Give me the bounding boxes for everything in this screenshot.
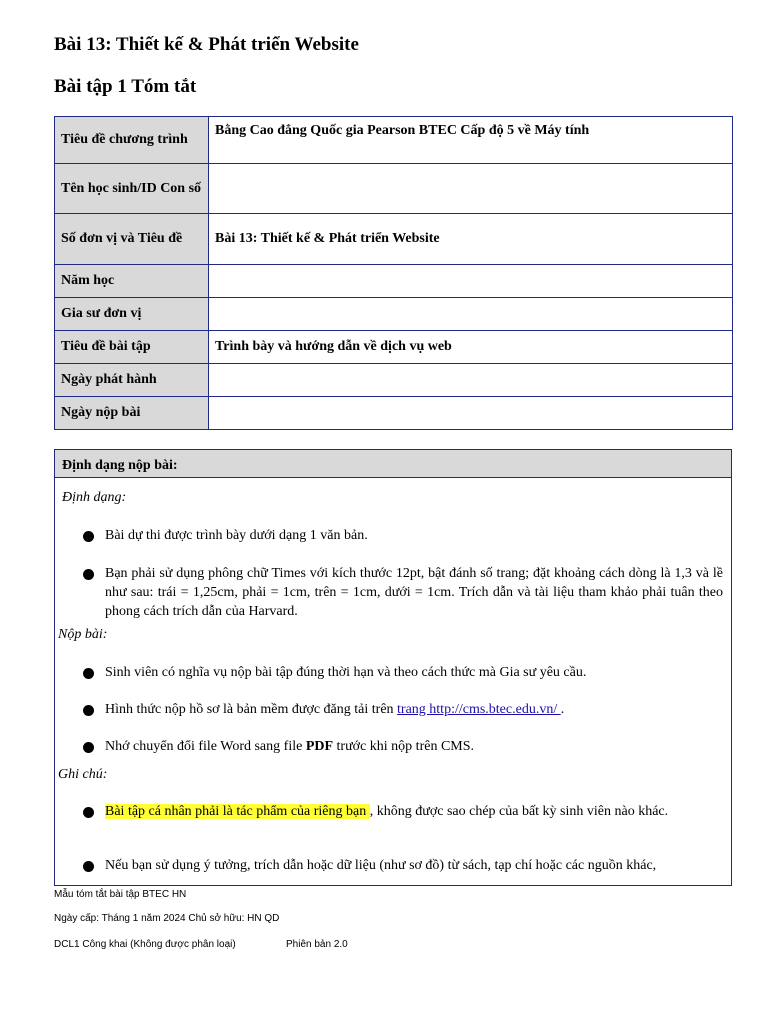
- footer-classification-text: DCL1 Công khai (Không được phân loại): [54, 939, 236, 950]
- document-subtitle: Bài tập 1 Tóm tắt: [54, 76, 197, 97]
- document-title: Bài 13: Thiết kế & Phát triển Website: [54, 34, 359, 55]
- table-row: [55, 265, 733, 298]
- footer-version: Phiên bản 2.0: [286, 939, 348, 950]
- list-item-text: Sinh viên có nghĩa vụ nộp bài tập đúng thời hạn và theo cách thức mà Gia sư yêu cầu.: [105, 665, 587, 680]
- row-value: [209, 364, 733, 397]
- table-row: [55, 214, 733, 265]
- row-label: Ngày nộp bài: [55, 397, 209, 430]
- row-value: [209, 164, 733, 214]
- notes-label: Ghi chú:: [58, 767, 108, 782]
- row-label: Tên học sinh/ID Con số: [55, 164, 209, 214]
- bullet-icon: [83, 705, 94, 716]
- row-label: Tiêu đề chương trình: [55, 117, 209, 164]
- row-label: Ngày phát hành: [55, 364, 209, 397]
- row-value: Bài 13: Thiết kế & Phát triển Website: [209, 214, 733, 265]
- table-row: [55, 298, 733, 331]
- table-row: [55, 331, 733, 364]
- bullet-icon: [83, 569, 94, 580]
- list-item-text: Bạn phải sử dụng phông chữ Times với kích thước 12pt, bật đánh số trang; đặt khoảng cách dòng là 1,3 và lề như sau: trái = 1,25cm, phải = 1cm, trên = 1cm, dưới = 1cm. Trích dẫn và tài liệu tham khảo phải tuân theo phong cách trích dẫn của Harvard.: [105, 566, 723, 619]
- list-item-text: [105, 700, 723, 719]
- list-item: [83, 663, 723, 682]
- row-label: Tiêu đề bài tập: [55, 331, 209, 364]
- bullet-icon: [83, 807, 94, 818]
- row-value: [209, 397, 733, 430]
- footer-template-name: Mẫu tóm tắt bài tập BTEC HN: [54, 889, 187, 900]
- footer-classification: [54, 939, 454, 950]
- submission-format-box: [54, 449, 732, 886]
- row-label: Số đơn vị và Tiêu đề: [55, 214, 209, 265]
- table-row: [55, 164, 733, 214]
- table-row: [55, 364, 733, 397]
- info-table: [54, 116, 733, 430]
- row-label: Gia sư đơn vị: [55, 298, 209, 331]
- list-item-text: [105, 802, 723, 821]
- highlighted-note: Bài tập cá nhân phải là tác phẩm của riêng bạn: [105, 804, 370, 819]
- list-item: [83, 564, 723, 621]
- bullet-icon: [83, 742, 94, 753]
- format-label: Định dạng:: [62, 490, 127, 505]
- list-item: [83, 856, 723, 875]
- row-label: Năm học: [55, 265, 209, 298]
- list-item: [83, 737, 723, 756]
- bullet-icon: [83, 861, 94, 872]
- row-value: [209, 265, 733, 298]
- cms-link[interactable]: trang http://cms.btec.edu.vn/: [397, 702, 561, 717]
- table-row: [55, 397, 733, 430]
- pdf-emphasis: PDF: [305, 739, 334, 754]
- row-value: [209, 298, 733, 331]
- list-item: [83, 700, 723, 719]
- list-item-text-suffix: trước khi nộp trên CMS.: [333, 739, 475, 754]
- bullet-icon: [83, 668, 94, 679]
- footer-issue-date: Ngày cấp: Tháng 1 năm 2024 Chủ sở hữu: HN QD: [54, 913, 280, 924]
- list-item-text-suffix: .: [560, 702, 565, 717]
- list-item-text: Nếu bạn sử dụng ý tưởng, trích dẫn hoặc dữ liệu (như sơ đồ) từ sách, tạp chí hoặc các nguồn khác,: [105, 858, 657, 873]
- submission-format-heading: Định dạng nộp bài:: [55, 450, 731, 478]
- submit-label: Nộp bài:: [58, 627, 108, 642]
- list-item-text-rest: , không được sao chép của bất kỳ sinh viên nào khác.: [369, 804, 669, 819]
- table-row: [55, 117, 733, 164]
- list-item-text: Bài dự thi được trình bày dưới dạng 1 văn bản.: [105, 528, 368, 543]
- row-value: Trình bày và hướng dẫn về dịch vụ web: [209, 331, 733, 364]
- bullet-icon: [83, 531, 94, 542]
- list-item-text-prefix: Hình thức nộp hồ sơ là bản mềm được đăng tải trên: [105, 702, 398, 717]
- list-item-text: [105, 737, 723, 756]
- list-item: [83, 802, 723, 821]
- row-value: Bằng Cao đẳng Quốc gia Pearson BTEC Cấp độ 5 về Máy tính: [209, 117, 733, 164]
- list-item: [83, 526, 723, 545]
- list-item-text-prefix: Nhớ chuyển đổi file Word sang file: [105, 739, 306, 754]
